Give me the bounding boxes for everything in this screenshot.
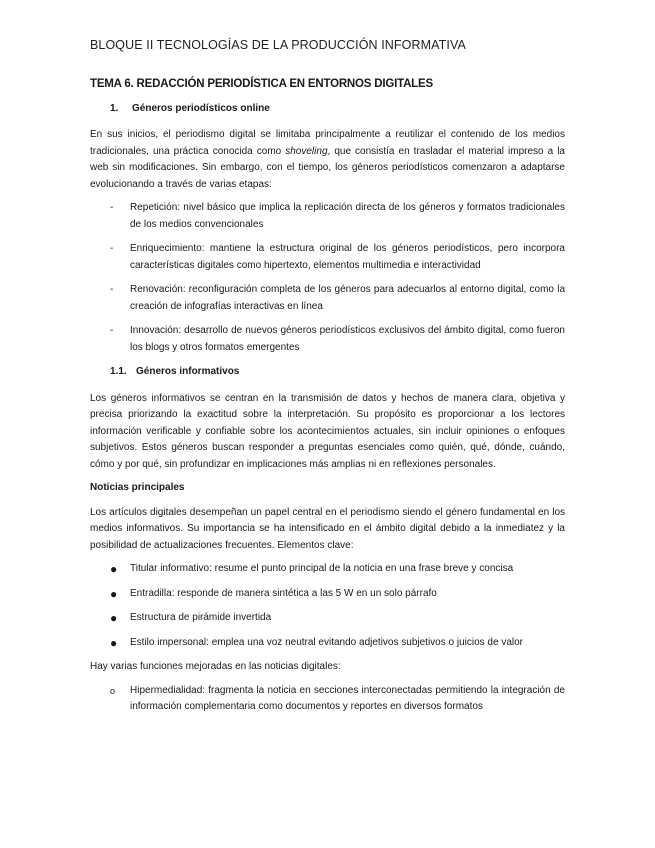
dash-marker: - [110,243,114,254]
noticias-heading: Noticias principales [90,482,185,493]
bullet-icon: ● [110,611,118,625]
list-item-text: Titular informativo: resume el punto principal de la noticia en una frase breve y concisa [130,563,514,574]
subsection-number: 1.1. [110,366,127,377]
bullet-icon: ● [110,562,118,576]
list-item [90,323,565,356]
functions-list [90,683,565,716]
list-item-text: Innovación: desarrollo de nuevos géneros periodísticos exclusivos del ámbito digital, como fueron los blogs y otros formatos emergentes [130,325,565,353]
list-item-text: Entradilla: responde de manera sintética a las 5 W en un solo párrafo [130,587,437,599]
noticias-paragraph: Los artículos digitales desempeñan un papel central en el periodismo siendo el género fundamental en los medios informativos. Su importancia se ha intensificado en el ámbito digital debido a la inmediatez y la posibilidad de actualizaciones frecuentes. Elementos clave: [90,506,565,551]
running-header: BLOQUE II TECNOLOGÍAS DE LA PRODUCCIÓN INFORMATIVA [90,38,466,52]
list-item [90,610,565,627]
subsection-heading [110,364,565,381]
section-title: Géneros periodísticos online [132,102,270,114]
list-item-text: Renovación: reconfiguración completa de los géneros para adecuarlos al entorno digital, como la creación de infografías interactivas en línea [130,284,565,312]
dash-marker: - [110,284,114,295]
list-item [90,683,565,716]
list-item [90,586,565,603]
list-item-text: Enriquecimiento: mantiene la estructura original de los géneros periodísticos, pero incorpora características digitales como hipertexto, elementos multimedia e interactividad [130,243,565,271]
list-item-text: Estructura de pirámide invertida [130,612,272,623]
list-item [90,282,565,315]
subsection-title: Géneros informativos [136,366,240,377]
chapter-title: TEMA 6. REDACCIÓN PERIODÍSTICA EN ENTORNOS DIGITALES [90,78,433,90]
list-item [90,241,565,274]
list-item-text: Repetición: nivel básico que implica la replicación directa de los géneros y formatos tradicionales de los medios convencionales [130,202,565,230]
bullet-icon: ● [110,586,118,601]
informativos-paragraph: Los géneros informativos se centran en la transmisión de datos y hechos de manera clara, objetiva y precisa priorizando la exactitud sobre la interpretación. Su propósito es proporcionar a los lectores información verificable y confiable sobre los acontecimientos actuales, sin incluir opiniones o enfoques subjetivos. Estos géneros buscan responder a preguntas esenciales como quién, qué, dónde, cuándo, cómo y por qué, sin profundizar en implicaciones más amplias ni en reflexiones personales. [90,392,565,470]
list-item [90,561,565,578]
section-heading [110,101,565,118]
dash-marker: - [110,202,114,213]
document-body [90,76,565,724]
list-item [90,635,565,652]
intro-text-1: En sus inicios, el periodismo digital se limitaba principalmente a reutilizar el contenido de los medios tradicionales, una práctica conocida como [90,129,565,157]
circle-bullet-icon: o [110,685,116,696]
intro-text-2: , que consistía en trasladar el material impreso a la web sin modificaciones. Sin embargo, con el tiempo, los géneros periodísticos comenzaron a adaptarse evolucionando a través de varias etapas: [90,145,565,190]
list-item-text: Hipermedialidad: fragmenta la noticia en secciones interconectadas permitiendo la integración de información complementaria como documentos y reportes en diversos formatos [130,684,565,712]
bullet-icon: ● [110,635,118,650]
section-number: 1. [110,102,119,114]
functions-intro: Hay varias funciones mejoradas en las noticias digitales: [90,661,341,672]
stages-list [90,200,565,356]
dash-marker: - [110,325,114,336]
list-item-text: Estilo impersonal: emplea una voz neutral evitando adjetivos subjetivos o juicios de valor [130,636,523,648]
intro-italic-term: shoveling [285,145,328,157]
key-elements-list [90,561,565,651]
intro-paragraph [90,127,565,193]
list-item [90,200,565,233]
